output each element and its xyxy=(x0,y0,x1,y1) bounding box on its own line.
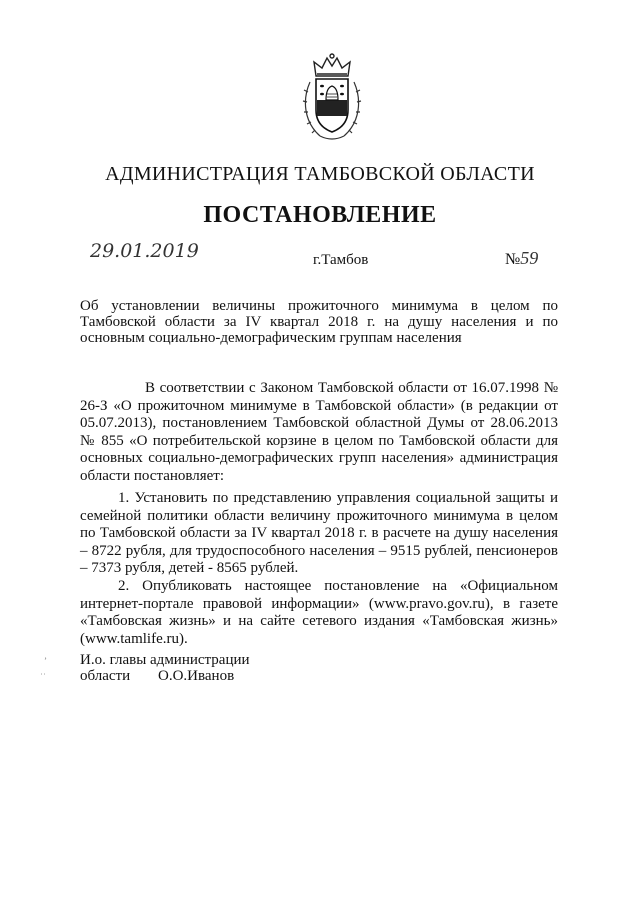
signatory-name: О.О.Иванов xyxy=(158,668,235,684)
document-subject: Об установлении величины прожиточного минимума в целом по Тамбовской области за IV квартал 2018 г. на душу населения и по основным социально-демографическим группам населения xyxy=(80,298,558,346)
decree-item-2: 2. Опубликовать настоящее постановление на «Официальном интернет-портале правовой информации» (www.pravo.gov.ru), в газете «Тамбовская жизнь» и на сайте сетевого издания «Тамбовская жизнь» (www.tamlife.ru). xyxy=(80,578,558,647)
document-number xyxy=(505,248,538,269)
organization-title: АДМИНИСТРАЦИЯ ТАМБОВСКОЙ ОБЛАСТИ xyxy=(105,163,535,185)
preamble-paragraph: В соответствии с Законом Тамбовской области от 16.07.1998 № 26-З «О прожиточном минимуме в Тамбовской области» (в редакции от 05.07.2013), постановлением Тамбовской областной Думы от 28.06.2013 № 855 «О потребительской корзине в целом по Тамбовской области для основных социально-демографических групп населения» администрация области постановляет: xyxy=(80,380,558,484)
coat-of-arms-emblem xyxy=(300,52,364,142)
margin-mark: ʼ xyxy=(44,656,47,666)
margin-mark: ˙˙ xyxy=(40,672,46,682)
signatory-area: области xyxy=(80,668,131,684)
decree-item-1: 1. Установить по представлению управления социальной защиты и семейной политики области величину прожиточного минимума в целом по Тамбовской области за IV квартал 2018 г. в расчете на душу населения – 8722 рубля, для трудоспособного населения – 9515 рублей, пенсионеров – 7373 рубля, детей - 8565 рублей. xyxy=(80,490,558,576)
document-city: г.Тамбов xyxy=(313,252,369,268)
number-value: 59 xyxy=(520,248,539,268)
signatory-title: И.о. главы администрации xyxy=(80,652,250,668)
number-prefix: № xyxy=(505,251,521,268)
document-date: 29.01.2019 xyxy=(90,240,199,262)
document-type-heading: ПОСТАНОВЛЕНИЕ xyxy=(203,202,437,228)
